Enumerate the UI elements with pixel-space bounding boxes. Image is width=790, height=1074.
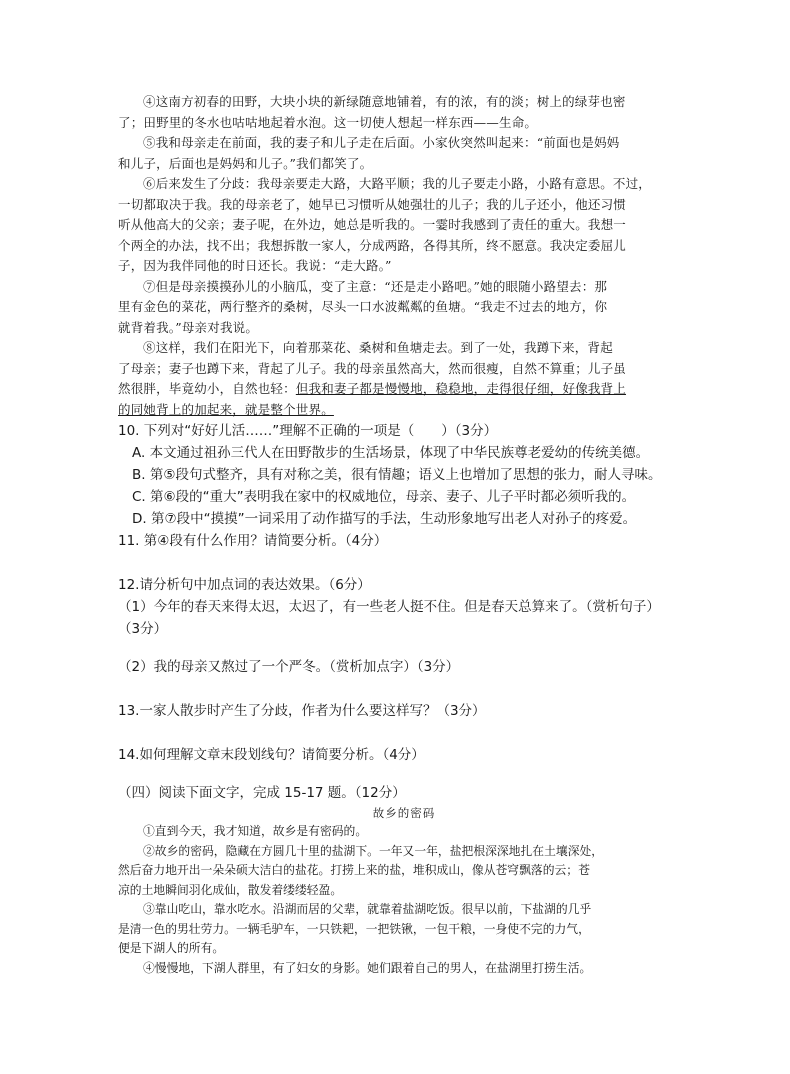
text-line: 一切都取决于我。我的母亲老了，她早已习惯听从她强壮的儿子；我的儿子还小，他还习惯 bbox=[118, 196, 627, 212]
paragraph-6-cont bbox=[118, 215, 690, 236]
passage-section bbox=[118, 92, 690, 420]
option-d: D. 第⑦段中“摸摸”一词采用了动作描写的手法，生动形象地写出老人对孙子的疼爱。 bbox=[132, 511, 637, 527]
paragraph-7-cont bbox=[118, 318, 690, 339]
paragraph-6-cont bbox=[118, 256, 690, 277]
paragraph-8-cont bbox=[118, 379, 690, 400]
paragraph-7-cont bbox=[118, 297, 690, 318]
text-line: 里有金色的菜花，两行整齐的桑树，尽头一口水波粼粼的鱼塘。“我走不过去的地方，你 bbox=[118, 299, 608, 314]
article-paragraph-2-cont: 凉的土地瞬间羽化成仙，散发着缕缕轻盈。 bbox=[118, 882, 343, 897]
text-line: ⑤我和母亲走在前面，我的妻子和儿子走在后面。小家伙突然叫起来：“前面也是妈妈 bbox=[143, 135, 620, 150]
answer-space bbox=[118, 640, 690, 656]
text-line: 子，因为我伴同他的时日还长。我说：“走大路。” bbox=[118, 258, 392, 273]
article-paragraph-1: ①直到今天，我才知道，故乡是有密码的。 bbox=[143, 824, 368, 838]
question-14: 14.如何理解文章末段划线句？请简要分析。（4分） bbox=[118, 747, 425, 763]
article-title: 故乡的密码 bbox=[372, 806, 436, 820]
paragraph-4-cont bbox=[118, 113, 690, 134]
article-paragraph-2-cont: 然后奋力地开出一朵朵硕大洁白的盐花。打捞上来的盐，堆积成山，像从苍穹飘落的云；苍 bbox=[118, 863, 590, 877]
document-page bbox=[118, 92, 690, 978]
text-line: 和儿子，后面也是妈妈和儿子。”我们都笑了。 bbox=[118, 155, 373, 171]
question-12-2: （2）我的母亲又熬过了一个严冬。（赏析加点字）（3分） bbox=[118, 659, 460, 675]
section-4-heading: （四）阅读下面文字，完成 15-17 题。（12分） bbox=[118, 785, 406, 801]
text-line: ④这南方初春的田野，大块小块的新绿随意地铺着，有的浓，有的淡；树上的绿芽也密 bbox=[143, 94, 626, 109]
question-13: 13.一家人散步时产生了分歧，作者为什么要这样写？（3分） bbox=[118, 703, 486, 719]
question-11: 11. 第④段有什么作用？请简要分析。（4分） bbox=[118, 533, 388, 549]
option-b: B. 第⑤段句式整齐，具有对称之美，很有情趣；语义上也增加了思想的张力，耐人寻味。 bbox=[132, 467, 662, 483]
question-12-1: （1）今年的春天来得太迟，太迟了，有一些老人挺不住。但是春天总算来了。（赏析句子） bbox=[118, 599, 660, 615]
option-c: C. 第⑥段的“重大”表明我在家中的权威地位，母亲、妻子、儿子平时都必须听我的。 bbox=[132, 489, 636, 505]
section-4 bbox=[118, 782, 690, 978]
text-line: ⑦但是母亲摸摸孙儿的小脑瓜，变了主意：“还是走小路吧。”她的眼随小路望去：那 bbox=[143, 278, 608, 294]
paragraph-6-cont bbox=[118, 195, 690, 216]
paragraph-6-cont bbox=[118, 236, 690, 257]
option-a: A. 本文通过祖孙三代人在田野散步的生活场景，体现了中华民族尊老爱幼的传统美德。 bbox=[132, 445, 650, 461]
answer-space bbox=[118, 722, 690, 744]
article-paragraph-3-cont: 便是下湖人的所有。 bbox=[118, 941, 225, 955]
text-line: 听从他高大的父亲；妻子呢，在外边，她总是听我的。一霎时我感到了责任的重大。我想一 bbox=[118, 217, 627, 232]
text-line: 个两全的办法，找不出；我想拆散一家人，分成两路，各得其所，终不愿意。我决定委屈儿 bbox=[118, 237, 627, 253]
text-line: ⑧这样，我们在阳光下，向着那菜花、桑树和鱼塘走去。到了一处，我蹲下来，背起 bbox=[143, 340, 613, 355]
paragraph-5-cont bbox=[118, 154, 690, 175]
paragraph-8-cont bbox=[118, 400, 690, 421]
question-10: 10. 下列对“好好儿活……”理解不正确的一项是（ ）（3分） bbox=[118, 423, 498, 439]
paragraph-8 bbox=[118, 338, 690, 359]
underlined-sentence: 的同她背上的加起来，就是整个世界。 bbox=[118, 401, 334, 417]
paragraph-6 bbox=[118, 174, 690, 195]
underlined-sentence: 但我和妻子都是慢慢地，稳稳地，走得很仔细，好像我背上 bbox=[295, 381, 627, 396]
text-line: 了母亲；妻子也蹲下来，背起了儿子。我的母亲虽然高大，然而很瘦，自然不算重；儿子虽 bbox=[118, 360, 627, 376]
paragraph-7 bbox=[118, 277, 690, 298]
article-paragraph-3-cont: 是清一色的男壮劳力。一辆毛驴车，一只铁耙，一把铁锹，一包干粮，一身使不完的力气， bbox=[118, 921, 590, 936]
article-paragraph-3: ③靠山吃山，靠水吃水。沿湖而居的父辈，就靠着盐湖吃饭。很早以前，下盐湖的几乎 bbox=[143, 902, 592, 916]
answer-space bbox=[118, 678, 690, 700]
answer-space bbox=[118, 552, 690, 574]
paragraph-4 bbox=[118, 92, 690, 113]
paragraph-8-cont bbox=[118, 359, 690, 380]
text-line: 然很胖，毕竟幼小，自然也轻： bbox=[118, 381, 296, 396]
text-line: 了；田野里的冬水也咕咕地起着水泡。这一切使人想起一样东西——生命。 bbox=[118, 114, 538, 130]
paragraph-5 bbox=[118, 133, 690, 154]
text-line: 就背着我。”母亲对我说。 bbox=[118, 319, 259, 335]
article-paragraph-2: ②故乡的密码，隐藏在方圆几十里的盐湖下。一年又一年，盐把根深深地扎在土壤深处， bbox=[143, 843, 604, 858]
article-paragraph-4: ④慢慢地，下湖人群里，有了妇女的身影。她们跟着自己的男人，在盐湖里打捞生活。 bbox=[143, 960, 592, 975]
question-12-1-score: （3分） bbox=[118, 621, 168, 637]
question-12: 12.请分析句中加点词的表达效果。（6分） bbox=[118, 577, 371, 593]
questions-section bbox=[118, 420, 690, 782]
text-line: ⑥后来发生了分歧：我母亲要走大路，大路平顺；我的儿子要走小路，小路有意思。不过， bbox=[143, 176, 652, 191]
answer-space bbox=[118, 766, 690, 782]
